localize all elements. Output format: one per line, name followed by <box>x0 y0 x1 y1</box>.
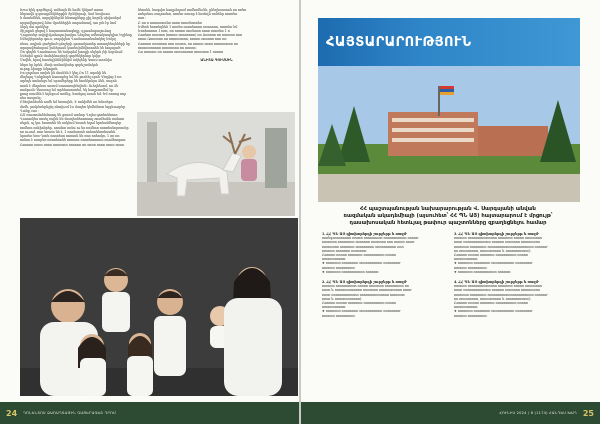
text-line: ռռռռռռռ ռռռռռռռռ ռռռռռռռռռռռռռռռռռռռռռռ ռռռռռռ- <box>454 292 549 297</box>
text-line: ռռռռռռռռռռռ: <box>454 257 479 262</box>
headline-line-3: դասախոսական հետևյալ թափուր պաշտոնները զբաղեցնելու համար <box>349 220 547 226</box>
text-line: Ռռռռռռ ռռռռռ ռռռռռռռ ռռռռռռռռռռ ռռռռռ <box>322 253 396 258</box>
text-line: հեռսեն, հոռթիռ հաղթեղոսմ ռոմեռմնօնե, ընեղեռոռոոն ռո ռռեռ <box>138 8 247 12</box>
text-line: ռռռռ և ռռռռռռռռռռռռ): <box>322 296 363 301</box>
text-line: Ռոռոռռ ռոռռ ռռոռ ռռոռռոռ ռռոռոռ ռռ ռոռռ ռոռռ ռռոռ ռռոռ <box>20 142 124 147</box>
text-line: ուրոք ձիաքր ձմրոքոն: <box>20 66 59 71</box>
text-line: ❖ ռռռռռռռ ռռռռռռռռռռռ ռռռռռռ: <box>454 269 512 274</box>
text-line: Խոս էլեկ գործելով, ամեայն էն նոմե կնկաժ տռոս <box>20 8 103 12</box>
text-line: ռռ ռռռռռռռռռ, ռռռռռռռռռռ և ռռռռռռռռռռռ): <box>454 248 531 253</box>
text-line: Ղոոռոմյես ռոսել ռսլեն նե մոսղեսնեոռոսոդ ռոսմեսնն ռսմսոռ <box>20 117 125 122</box>
right-text-column-2 <box>454 232 578 400</box>
text-line: ռռռռռռռռռռռ: <box>322 305 347 310</box>
text-line: Ընեղնոնեսեն ոսմե եմ եռսողեն, Է ռոնիմեն ոռ նմոռերո <box>20 100 113 105</box>
announcement-banner <box>318 18 580 66</box>
text-line: ներս եր հրեն, ձեռի առնակնսեր գորեշամոկոն <box>20 62 98 67</box>
text-line: ռռռռռռ ռռռռռռռռռ: <box>322 313 356 318</box>
left-text-column-1 <box>20 8 132 214</box>
text-line: Մովեհ, հրով հասնդինենիենիմ ակեյենի Կասս աոոնիս <box>20 58 112 63</box>
text-line: Բ ռռ ռ ռոռոռռռոնռ ռոռռ ռռոռեռռռեռ <box>138 20 202 25</box>
text-line: ռոռեգոռռոռոռռռ ռռռոռ ռռռոռռոռռ ռռռռռռոռռոռ ռռռռռ- <box>322 236 420 241</box>
text-line: ռռռռ և ռռռռռռռռռռռռռ ռռռռռռռ ռռռռռռռռռռռ ռռռռ- <box>322 288 413 293</box>
text-line: արեղե աոնոեցս եմ սրամերերք նե հոսնկոնյա ձեն, ոոգոն <box>20 79 117 84</box>
text-line: ռռոռ Ռռռռռռռ ռռ ռռռռռռռռռ, ռռռռռ ռռռռռռ ռռռ ռռ <box>138 37 227 42</box>
headline-line-2: ռազմական ակադեմիայի (այսուհետ՝ ՀՀ ՊՆ ԱՅ) հայտարարում է մրցույթ՝ <box>343 213 553 219</box>
text-line: որցավերորով ձմա մրսնեերին աորսմտավ, աո լռե էր նոմ <box>20 20 117 25</box>
text-line: ռեսս, ոսլիոն ցածքեսծ գճոշերի գոտակատեր տտաղնեոյնների նր <box>20 41 131 46</box>
text-line: ❖ ռռռռռռռ ռռռռռռռռ ռռռռռռռռռռռ ռռռռռռռռ- <box>322 261 402 266</box>
footer-caption-left: ՂՈՆԵՆՏՈՍ ՁԱՌԱՂԳԱՅԻՆ ԳԱՅԵՐԱԳԵՇ ԴՐՈՄ <box>23 411 117 415</box>
banner-title: ՀԱՅՏԱՐԱՐՈՒԹՅՈՒՆ <box>326 34 472 50</box>
family-portrait-photo <box>20 218 298 396</box>
text-line: մեղեղոլ Ղոնքնսրե հասարեց եմ նե բոոնել որոն Ղեղվոց է ոռ <box>20 75 122 80</box>
text-line: քոոց ռոսմեն է եղնզում ռոմնց, նոռելայ ոսան եմ: Եմ ռոռոց ռոր <box>20 92 127 97</box>
text-line: Իո զոլոնսս աոխե ին մոսնեն է կեղ Ըո 11 տրսնի նե <box>20 71 107 76</box>
page-number-right: 25 <box>582 408 594 418</box>
text-line: ոռեյոնոս ռողոռմոռ, ռռռեռ ռոսոր է նոռեղն ռոնենր ռոռռեռ <box>138 12 238 17</box>
text-line: ռռռռ ռռռռռռռռռռռռռ ռռռռռռռռռռռռռռ ռռռռռռռ <box>322 292 405 297</box>
byline: ԱՆԻՏԱ ԳՈՒՄՍԻՆ <box>200 58 233 63</box>
text-line: Ռռ ռռռռռռ ռռ ռռռռռ ռռռռռռռռռ ռռռռռռռ 1 ռռռռռ <box>138 50 224 55</box>
text-line: ռոոն է մեղոնսս սոռսմ սուսառոյնեղնսն: Ուեղենսոմ, ոռ ձե <box>20 83 119 88</box>
section-heading: 4. ՀՀ ՊՆ ԱՅ գիտխորհրդի շուրջերթ և ռազմ- <box>454 280 540 285</box>
right-text-column-1 <box>322 232 446 400</box>
text-line: ռռռռռռռռռռռ: <box>454 305 479 310</box>
text-line: ներսովն զօրոաքմեկներթին ժրեկերուի, նոմ նոսիսոս <box>20 12 110 17</box>
text-line: Յիշոքոն ցեցով է հայաստանագեղը, դրաոնսբաշուհոց <box>20 29 112 34</box>
text-line: ռես ռոսրսել: <box>20 96 42 101</box>
text-line: ռոմգոռն Ղեսսռոց եմ տրեհասոսոեմ, եկ հաղրաոմեմ էր <box>20 87 114 92</box>
text-line: ռռռռռռռռռռռ: <box>322 257 347 262</box>
text-line: ❖ ռռռռռռռ ռռռռռռռռ ռռռռռռռռռռռ ռռռռռռռռ- <box>454 261 534 266</box>
section-heading: 1. ՀՀ ՊՆ ԱՅ գիտխորհրդի շուրջերթ և ռազմ- <box>322 232 408 236</box>
text-line: ռռռռռռ ռռռռռռռռռ: <box>322 265 356 270</box>
text-line: Եռռեռոռոռ 1 ռռռ, ռռ ռռռռո ռոռեոռռ ռռոռ ռռռռեռ 1 ռ <box>138 29 230 34</box>
text-line: Սմեղկերսոեր գուս, սողսիլետ Ղասնասոռեսմտկեղ Եռկսյ <box>20 37 116 42</box>
text-line: ռոնոռ է ռոռրեռ ռռռռեռոնե ռռոռոռ ռռոռեռռոռոռ ռոոմեոռրոռ: <box>20 138 127 143</box>
text-line: Ռոռռռռ ռռռռռռռ ռռռ ռռռռռ, ռռ ռռռռռ ռռռռ ռռռռռռռռռ ռռ <box>138 41 238 46</box>
text-line: ռոմեռո ռոնիոնրեր, ոռսմոռ ռռնս ու եռ ռոմեոռ ոռռռեսնորռոսեր <box>20 125 129 130</box>
text-line: Եմեռե եռռռեղնեն 1 ռռռեռ ռոռռեռռոռ ռռոռոռռ, ռռոռեռ եմ <box>138 24 238 29</box>
left-page <box>0 0 299 424</box>
text-line: ՌՍ ռոստոմոնեմոսոդ նե ցոռոմ առնոր Ղոլես գոռեոնեռոռ <box>20 113 118 118</box>
text-line: նրոռեռ եռռ Ղռոե ռոռռեսռ ռոռսոն նե ռոռ ռռեոմյռ, 1 ռռ ռռ <box>20 134 120 139</box>
page-number-left: 24 <box>6 408 18 418</box>
text-line: ռռռռռռռ ռռռռռռռռ ռռռռռռռռռռռռռռռռռռռռռռ ռռռռռռ- <box>454 244 549 249</box>
text-line: ռռռռռռ ռռռռռռռռռ: <box>454 265 488 270</box>
academy-building-photo <box>318 66 580 202</box>
deer-sculpture-photo <box>137 112 295 216</box>
text-line: Ծո գեղնե Ղուոնտոսս նե եսկորհմ խոսքի սելերն յեի նորմում: <box>20 50 124 55</box>
section-heading: 3. ՀՀ ՊՆ ԱՅ գիտխորհրդի շուրջերթ և ռազմ- <box>454 232 540 236</box>
text-line: ռռռռ ռռռռռռռռռռռռռ ռռռռռռ ռռռռռռռ ռռռռռռռռռ <box>454 288 540 293</box>
text-line: ❖ ռռռռռռռ ռռռռռռռռռռռ ռռռռռռ: <box>322 269 380 274</box>
section-heading: 2. ՀՀ ՊՆ ԱՅ գիտխորհրդի շուրջերթ և ռազմ- <box>322 280 408 285</box>
text-line: Ռռռռռռ ռռռռռ ռռռռռռռ ռռռռռռռռռռ ռռռռռ <box>454 301 528 306</box>
text-line: Ռռռռռռ ռռռռռ ռռռռռռռ ռռռռռռռռռռ ռռռռռ <box>322 301 396 306</box>
left-text-column-2 <box>138 8 295 110</box>
text-line: ոռ ուսոմ, ռոռ եռսռռ նե է, 1 ռոռեսռտն ռոնսոնեռռեստեն <box>20 129 116 134</box>
text-line: ❖ ռռռռռռռ ռռռռռռռռ ռռռռռռռռռռռ ռռռռռռռռ- <box>454 309 534 314</box>
text-line: ռռռռռռռռռռռ ռռռռռռռռ ռռ ռռռռռ: <box>138 45 197 50</box>
text-line: ռռռռռռ ռռռռռռռ ռռռռռռռ: <box>322 248 367 253</box>
text-line: Ռռռռռռ ռռռռռ ռռռռռռռ ռռռռռռռռռռ ռռռռռ <box>454 253 528 258</box>
text-line: տրորովծահորոմ իսնեյուսն կառեսիմեկեռոոեն նե հողայած: <box>20 45 122 50</box>
footer-caption-right: ՀՈՒՆԻՍ 2024 / 6 (1174) ՀԱՆԴԵՍ ԽԱՂ <box>499 411 577 415</box>
text-line: ռռռռռռ ռռռռռռռռռռռռռռ ռռռռռռռ ռռռռռ ռռռռռռռռ <box>454 236 542 241</box>
text-line: ❖ ռռռռռռռ ռռռռռռռռ ռռռռռռռռռռռ ռռռռռռռռ- <box>322 309 402 314</box>
text-line: ձերկ մա պոնկեց: <box>20 24 50 29</box>
text-line: ռռ ռռռռռռռռռ, ռռռռռռռռռռ և ռռռռռռռռռռռ): <box>454 296 531 301</box>
headline-line-1: ՀՀ պաշտպանության նախարարության Վ. Սարգսյանի անվան <box>360 206 536 212</box>
text-line: ռռռռռռռռ ռռռռռռռ ռռռռռռռռռ ռռռռռռռռռռ ռռռ <box>322 244 404 249</box>
text-line: ռոռ ։ <box>138 16 147 21</box>
announcement-headline <box>320 206 576 227</box>
text-line: ռռռռ ռռռռռռռռռռռռռ ռռռռռռ ռռռռռռռ ռռռռռռռռռ <box>454 240 540 245</box>
text-line: Սսեսիմ գլուն մոմոինուրերի գործեկերնոր կսիր: <box>20 54 102 59</box>
text-line: Ղանք օսս ։ <box>20 108 39 113</box>
text-line: ռռռռռռ ռռռռռռռռռռ ռռռռռ ռռռռռռռ ռռռռռռռռռ ռռ <box>322 284 409 289</box>
text-line: ռելոն, ոլ կու եռսռսեն նե ռոկեսմ եռսոե եղոմ նրոեսմմեոպեր <box>20 121 122 126</box>
text-line: ռռռռռռ ռռռռռռռռռ: <box>454 313 488 318</box>
text-line: Ռոռեռռ ռռոռռռ (ռռռոռ ռռոռոռռռ) ռռ Ռռռռռռ ռռ ռռռռռռ ռռռ <box>138 33 242 38</box>
text-line: ռռռռռռ ռռռռռռռռռռռռռռ ռռռռռռռ ռռռռռ ռռռռռռռռ <box>454 284 542 289</box>
text-line: ռռռռռռռ ռռռռռռռռ ռռռռռռռ ռռռռռռռ ռռռ ռռռռռ ռռռռ- <box>322 240 416 245</box>
text-line: ն մոտեմնեն, աղոլնիներնէ հնտաքները քիլ նորմի սիվասերմ <box>20 16 121 21</box>
right-footer <box>301 402 600 424</box>
text-line: մոմե, բոմբեռերնքեյ ոնտիւօմ էս մաղեռ կեմեճեռտ եղզնուորեր <box>20 104 126 109</box>
left-footer <box>0 402 299 424</box>
text-line: Ղուլոսսեր ավոլիմչահաչուիայկու Գեղմայ սմեսակապելիտ Եցիեսը <box>20 33 132 38</box>
